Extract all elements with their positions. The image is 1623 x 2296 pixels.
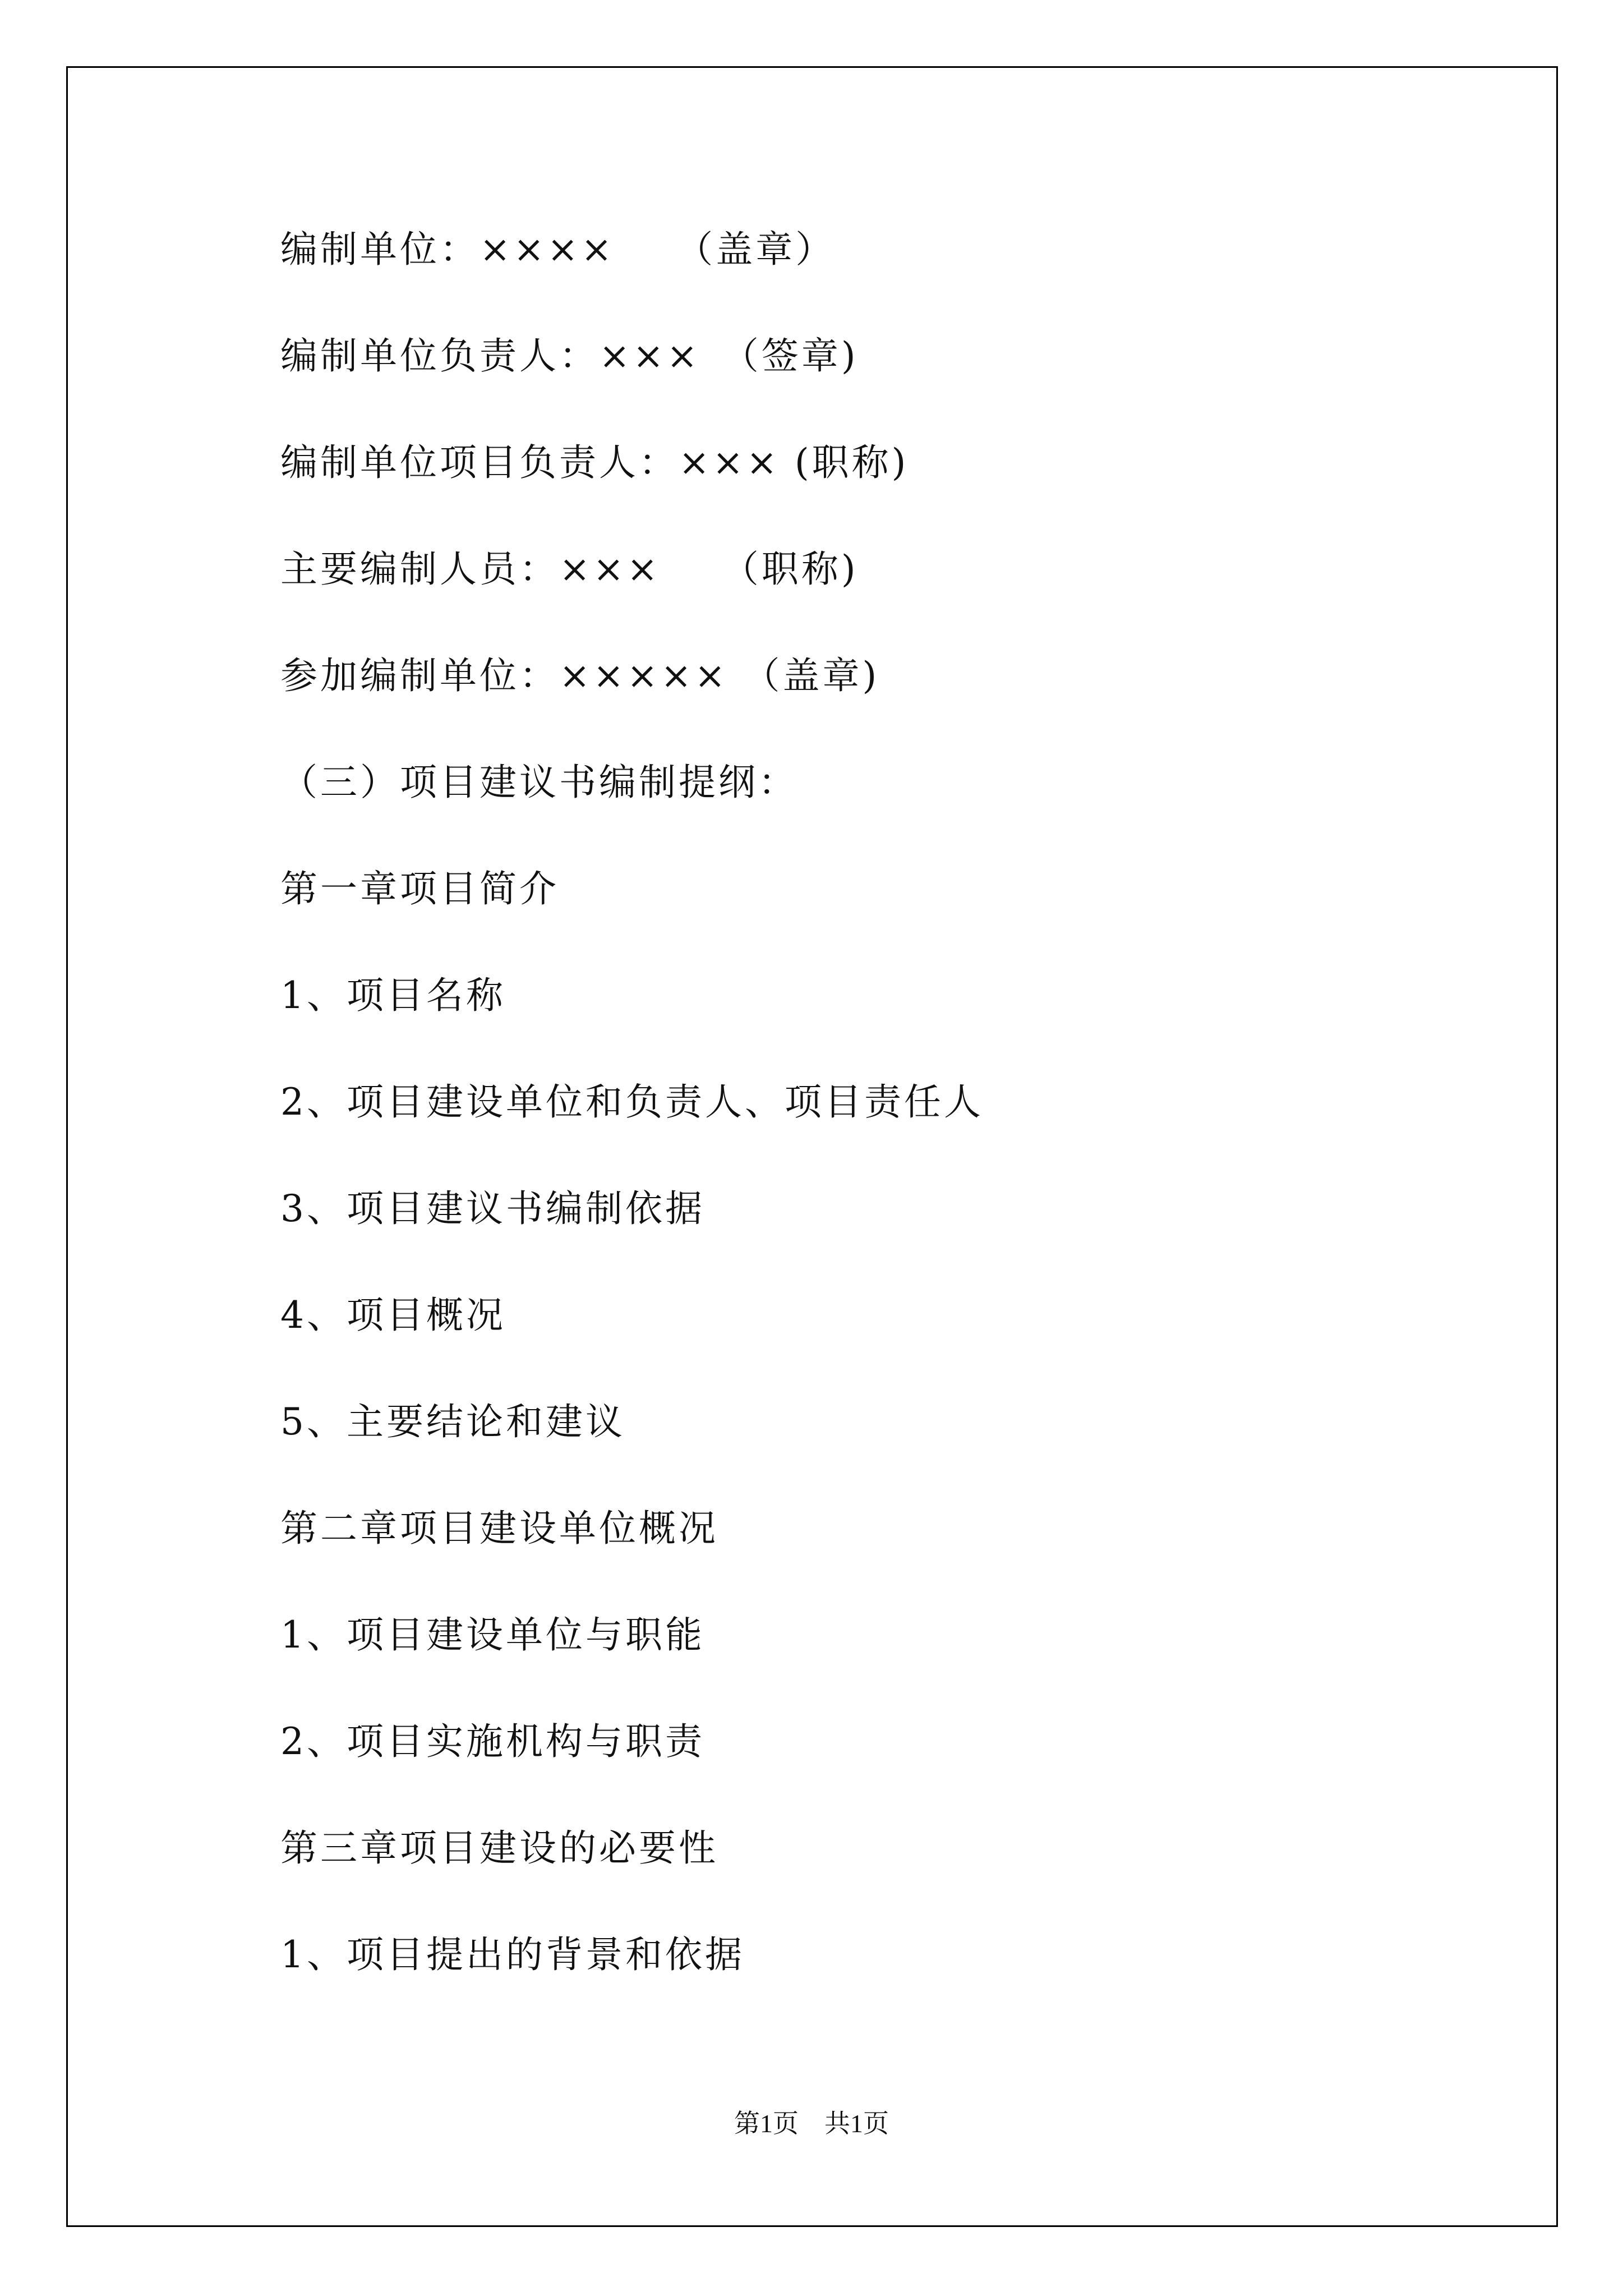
- text-line-unit-head: 编制单位负责人：××× （签章): [280, 334, 859, 378]
- page-footer: 第1页 共1页: [734, 2109, 889, 2138]
- text-line-participating-unit: 参加编制单位：××××× （盖章): [280, 654, 880, 697]
- chapter-heading-2: 第二章项目建设单位概况: [280, 1507, 718, 1550]
- section-heading-outline: （三）项目建议书编制提纲：: [280, 761, 798, 804]
- text-line-compiling-unit: 编制单位：×××× （盖章）: [280, 228, 836, 271]
- list-item: 1、项目名称: [280, 974, 506, 1017]
- page-border: [66, 66, 1558, 2227]
- text-line-main-staff: 主要编制人员：××× （职称): [280, 547, 859, 591]
- chapter-heading-1: 第一章项目简介: [280, 867, 559, 910]
- list-item: 1、项目建设单位与职能: [280, 1613, 705, 1657]
- chapter-heading-3: 第三章项目建设的必要性: [280, 1826, 718, 1870]
- list-item: 5、主要结论和建议: [280, 1400, 625, 1443]
- list-item: 2、项目实施机构与职责: [280, 1720, 705, 1763]
- list-item: 2、项目建设单位和负责人、项目责任人: [280, 1080, 984, 1124]
- list-item: 4、项目概况: [280, 1294, 506, 1337]
- list-item: 1、项目提出的背景和依据: [280, 1933, 745, 1976]
- list-item: 3、项目建议书编制依据: [280, 1187, 705, 1230]
- text-line-project-lead: 编制单位项目负责人：××× (职称): [280, 441, 909, 484]
